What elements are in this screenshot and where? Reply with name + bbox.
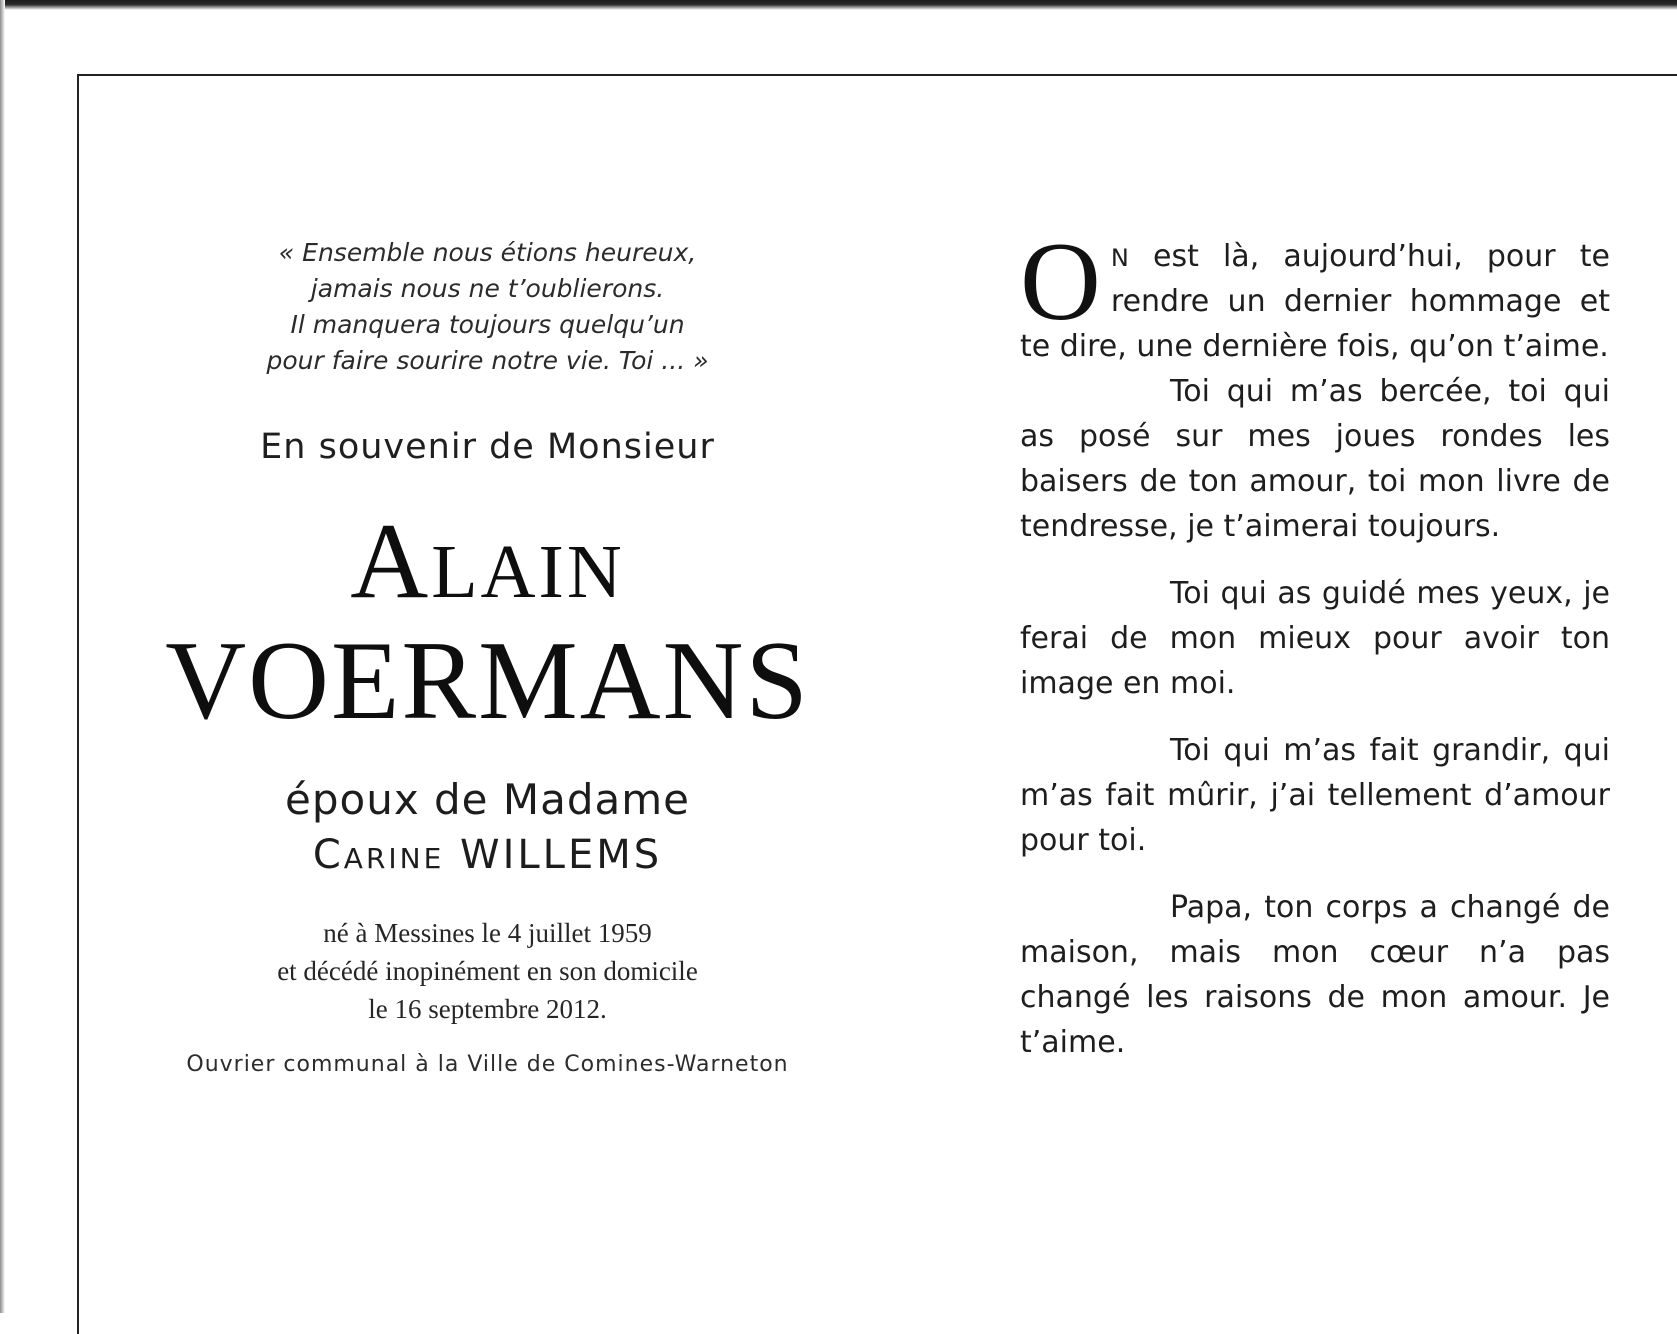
in-memory-of-heading: En souvenir de Monsieur <box>260 427 715 467</box>
memorial-card-left-panel <box>110 235 865 1077</box>
death-line: et décédé inopinément en son domicile <box>277 956 698 986</box>
poem-paragraph: Toi qui m’as bercée, toi qui as posé sur mes joues rondes les baisers de ton amour, toi mon livre de tendresse, je t’aimerai toujours. <box>1020 374 1610 544</box>
poem-paragraph: Toi qui m’as fait grandir, qui m’as fait mûrir, j’ai tellement d’amour pour toi. <box>1020 733 1610 858</box>
occupation: Ouvrier communal à la Ville de Comines-Warneton <box>186 1052 789 1077</box>
quote-line: « Ensemble nous étions heureux, <box>278 238 697 267</box>
death-date-line: le 16 septembre 2012. <box>368 994 607 1024</box>
poem-paragraph: Papa, ton corps a changé de maison, mais mon cœur n’a pas changé les raisons de mon amour. Je t’aime. <box>1020 890 1610 1060</box>
quote-line: pour faire sourire notre vie. Toi ... » <box>266 346 709 375</box>
life-dates <box>110 914 865 1028</box>
poem-first-word-rest: n <box>1110 235 1129 275</box>
birth-line: né à Messines le 4 juillet 1959 <box>323 918 652 948</box>
memorial-poem <box>1020 220 1610 1087</box>
spouse-name: Carine WILLEMS <box>312 832 663 878</box>
deceased-last-name: VOERMANS <box>165 619 810 743</box>
spouse-intro: époux de Madame <box>285 775 690 824</box>
drop-cap: O <box>1020 220 1101 344</box>
scan-edge-top <box>0 0 1677 10</box>
scan-edge-left <box>0 0 5 1313</box>
poem-paragraph-1-text: est là, aujourd’hui, pour te rendre un dernier hommage et te dire, une dernière fois, qu’on t’aime. <box>1020 239 1610 364</box>
poem-paragraph <box>1020 220 1610 369</box>
quote-line: Il manquera toujours quelqu’un <box>290 310 685 339</box>
deceased-first-name: Alain <box>350 502 625 621</box>
memorial-quote <box>110 235 865 379</box>
poem-paragraph: Toi qui as guidé mes yeux, je ferai de mon mieux pour avoir ton image en moi. <box>1020 576 1610 701</box>
quote-line: jamais nous ne t’oublierons. <box>310 274 665 303</box>
